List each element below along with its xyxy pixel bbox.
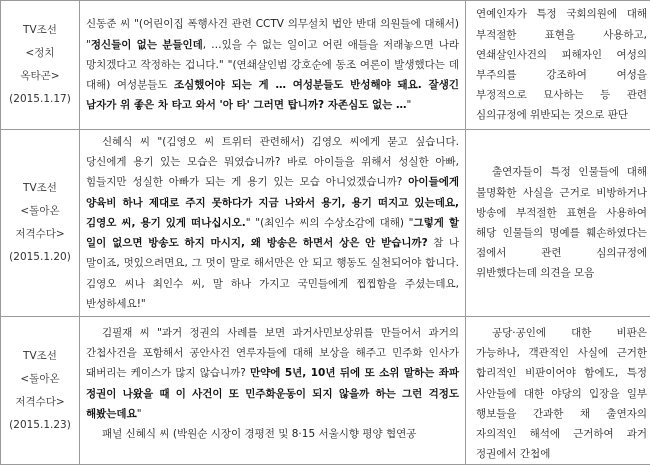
content-emphasis: 그렇게 할 일이 없으면 방송도 하지 마시지, 왜 방송은 하면서 상은 안 받습니까? [86, 217, 459, 249]
review-text: 연예인자가 특정 국회의원에 대해 부적절한 표현을 사용하고, 연쇄살인사건의 피해자인 여성의 부주의를 강조하여 여성을 부정적으로 묘사하는 등 관련 심의규정에 위반되는 것으로 판단 [466, 4, 650, 125]
content-segment: 참 나 말이죠, 멋있으려면요, 그 멋이 말로 해서만은 안 되고 행동도 실천되어야 합니다. 김영오 씨나 최인수 씨, 말 하나 가지고 국민들에게 찝찝함을 주셨는데요, 반성하세요!" [86, 237, 459, 310]
content-text [80, 132, 465, 314]
program-line: TV조선 [1, 19, 79, 42]
program-line: TV조선 [1, 177, 79, 200]
program-cell [1, 130, 80, 317]
review-text: 출연자들이 특정 인물들에 대해 불명확한 사실을 근거로 비방하거나 방송에 부적절한 표현을 사용하여 해당 인물들의 명예를 훼손하였다는 점에서 관련 심의규정에 위반했다는데 의견을 모음 [466, 162, 650, 283]
content-cell [80, 317, 466, 465]
program-line: TV조선 [1, 345, 79, 368]
content-segment: 김필재 씨 "과거 정권의 사례를 보면 과거사민보상위를 만들어서 과거의 간첩사건을 포함해서 공안사건 연루자들에 대해 보상을 해주고 민주화 인사가 돼버리는 케이스가 많지 않습니까? [86, 327, 459, 379]
table-row [1, 130, 650, 317]
content-emphasis: 만약에 5년, 10년 뒤에 또 소위 말하는 좌파 정권이 나왔을 때 이 사건이 또 민주화운동이 되지 않을까 하는 그런 걱정도 해봤는데요 [86, 367, 459, 419]
content-emphasis: 정신들이 없는 분들인데 [91, 39, 203, 51]
content-cell [80, 130, 466, 317]
content-emphasis: 아이들에게 양육비 하나 제대로 주지 못하다가 지금 나와서 용기, 용기 떠지고 있는데요, 김영오 씨, 용기 있게 떠나십시오. [86, 176, 459, 228]
review-cell [466, 317, 650, 465]
table-row [1, 317, 650, 465]
content-segment: 신혜식 씨 "(김영오 씨 트위터 관련해서) 김영오 씨에게 묻고 싶습니다. 당신에게 용기 있는 모습은 뭐였습니까? 바로 아이들을 위해서 성실한 아빠, 힘들지만 성실한 아빠가 되는 게 용기 있는 모습 아니었겠습니까? [86, 136, 459, 188]
review-cell [466, 1, 650, 130]
content-segment: " "(최인수 씨의 수상소감에 대해) " [246, 217, 414, 229]
program-line: (2015.1.23) [1, 414, 79, 437]
content-text [80, 14, 465, 115]
program-line: (2015.1.20) [1, 246, 79, 269]
program-line: 저격수다> [1, 223, 79, 246]
content-cell [80, 1, 466, 130]
content-segment: " [406, 99, 411, 111]
content-segment: , …있을 수 없는 일이고 어린 애들을 저래놓으면 나라 망치겠다고 작정하는 겁니다." "(연쇄살인범 강호순에 동조 여론이 발생했다는 데 대해) 여성분들도 [86, 39, 459, 91]
program-line: <정치 [1, 42, 79, 65]
program-cell [1, 317, 80, 465]
program-cell [1, 1, 80, 130]
program-line: <돌아온 [1, 368, 79, 391]
program-line: 옥타곤> [1, 65, 79, 88]
review-cell [466, 130, 650, 317]
content-emphasis: 조심했어야 되는 게 … 여성분들도 반성해야 돼요. 잘생긴 남자가 위 좋은 차 타고 와서 '아 타' 그러면 탑니까? 자존심도 없는 … [86, 79, 459, 111]
table-row [1, 1, 650, 130]
content-segment: " [137, 408, 142, 420]
program-line: (2015.1.17) [1, 88, 79, 111]
content-text-extra: 패널 신혜식 씨 (박원순 시장이 경평전 및 8·15 서울시향 평양 협연공 [80, 424, 465, 444]
program-line: 저격수다> [1, 391, 79, 414]
program-line: <돌아온 [1, 200, 79, 223]
review-text: 공당·공인에 대한 비판은 가능하나, 객관적인 사실에 근거한 합리적인 비판이어야 함에도, 특정 사안들에 대한 야당의 입장을 일부 행보들을 간과한 채 출연자의 자의적인 해석에 근거하여 과거 정권에서 간첩에 [466, 317, 650, 464]
content-segment: 신동준 씨 "(어린이집 폭행사건 관련 CCTV 의무설치 법안 반대 의원들에 대해서) " [86, 18, 459, 50]
content-text [80, 317, 465, 424]
